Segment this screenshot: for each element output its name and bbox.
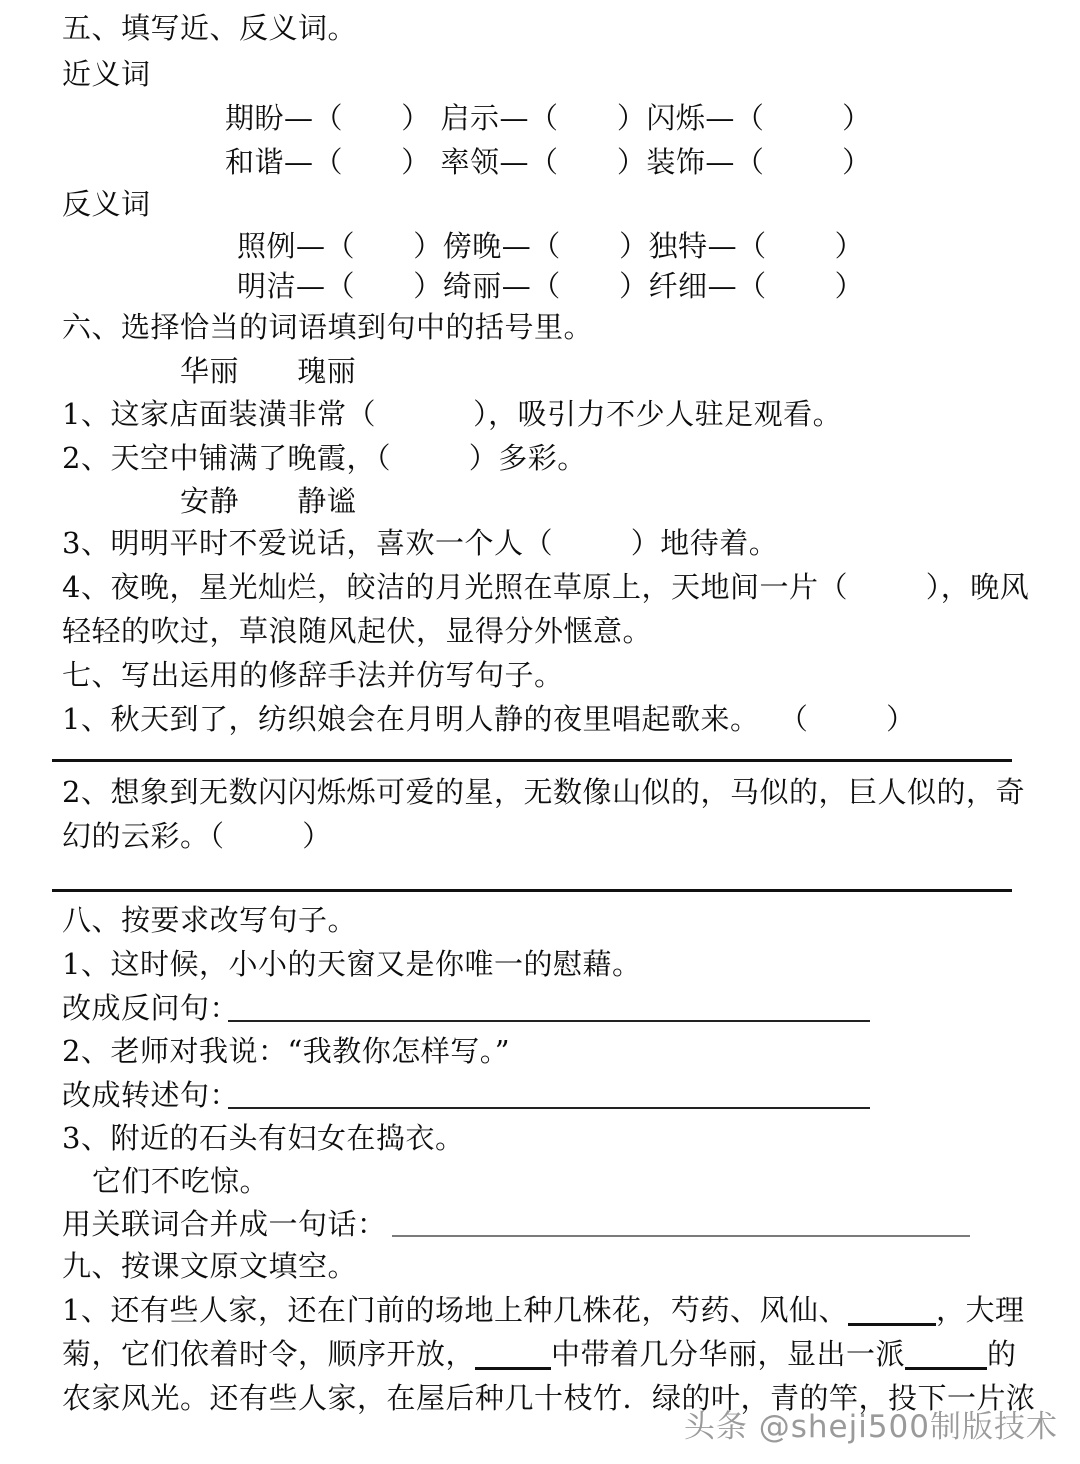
six-item-4-line-1[interactable]: 4、夜晚，星光灿烂，皎洁的月光照在草原上，天地间一片（ ），晚风	[62, 570, 1030, 604]
synonym-label: 近义词	[62, 57, 151, 91]
six-item-1[interactable]: 1、这家店面装潢非常（ ），吸引力不少人驻足观看。	[62, 397, 843, 431]
seven-answer-rule-1[interactable]	[52, 759, 1012, 762]
nine-blank-1[interactable]	[848, 1323, 936, 1326]
seven-item-2-line-1[interactable]: 2、想象到无数闪闪烁烁可爱的星，无数像山似的，马似的，巨人似的，奇	[62, 775, 1025, 809]
synonym-row-1[interactable]: 期盼—（ ） 启示—（ ）闪烁—（ ）	[225, 101, 872, 135]
antonym-row-2[interactable]: 明洁—（ ）绮丽—（ ）纤细—（ ）	[237, 269, 865, 303]
eight-answer-rule-1[interactable]	[228, 1020, 870, 1022]
nine-item-1-line-2[interactable]	[62, 1337, 1017, 1371]
eight-item-1: 1、这时候，小小的天窗又是你唯一的慰藉。	[62, 947, 642, 981]
antonym-label: 反义词	[62, 187, 151, 221]
seven-item-1[interactable]: 1、秋天到了，纺织娘会在月明人静的夜里唱起歌来。 （ ）	[62, 702, 916, 736]
seven-answer-rule-2[interactable]	[52, 889, 1012, 892]
nine-blank-3[interactable]	[905, 1367, 987, 1370]
nine-item-1-text-b: ，大理	[935, 1293, 1025, 1327]
section-nine-heading: 九、按课文原文填空。	[62, 1249, 358, 1283]
section-five-heading: 五、填写近、反义词。	[62, 11, 358, 45]
nine-item-1-text-e: 的	[987, 1337, 1017, 1371]
synonym-row-2[interactable]: 和谐—（ ） 率领—（ ）装饰—（ ）	[225, 145, 872, 179]
nine-item-1-line-1[interactable]	[62, 1293, 1025, 1327]
eight-item-3-line-1: 3、附近的石头有妇女在捣衣。	[62, 1121, 465, 1155]
six-choice-group-2: 安静 静谧	[180, 484, 357, 518]
nine-item-1-text-c: 菊，它们依着时令，顺序开放，	[62, 1337, 476, 1371]
six-item-3[interactable]: 3、明明平时不爱说话，喜欢一个人（ ）地待着。	[62, 526, 779, 560]
six-choice-group-1: 华丽 瑰丽	[180, 354, 357, 388]
seven-item-2-line-2[interactable]: 幻的云彩。（ ）	[62, 819, 332, 853]
nine-item-1-text-d: 中带着几分华丽，显出一派	[551, 1337, 906, 1371]
nine-blank-2[interactable]	[475, 1367, 551, 1370]
eight-item-3-line-2: 它们不吃惊。	[92, 1164, 270, 1198]
section-eight-heading: 八、按要求改写句子。	[62, 903, 358, 937]
nine-item-1-text-a: 1、还有些人家，还在门前的场地上种几株花，芍药、风仙、	[62, 1293, 848, 1327]
six-item-4-line-2: 轻轻的吹过，草浪随风起伏，显得分外惬意。	[62, 614, 653, 648]
eight-answer-rule-3[interactable]	[392, 1235, 970, 1237]
eight-item-2-prompt: 改成转述句：	[62, 1078, 240, 1112]
six-item-2[interactable]: 2、天空中铺满了晚霞，（ ）多彩。	[62, 441, 587, 475]
nine-item-1-line-3: 农家风光。还有些人家，在屋后种几十枝竹．绿的叶，青的竿，投下一片浓	[62, 1381, 1036, 1415]
section-seven-heading: 七、写出运用的修辞手法并仿写句子。	[62, 658, 564, 692]
antonym-row-1[interactable]: 照例—（ ）傍晚—（ ）独特—（ ）	[237, 229, 865, 263]
eight-item-1-prompt: 改成反问句：	[62, 991, 240, 1025]
watermark: 头条 @sheji500制版技术	[683, 1409, 1058, 1445]
section-six-heading: 六、选择恰当的词语填到句中的括号里。	[62, 310, 594, 344]
eight-item-3-prompt: 用关联词合并成一句话：	[62, 1207, 387, 1241]
eight-answer-rule-2[interactable]	[228, 1107, 870, 1109]
eight-item-2: 2、老师对我说：“我教你怎样写。”	[62, 1034, 511, 1068]
